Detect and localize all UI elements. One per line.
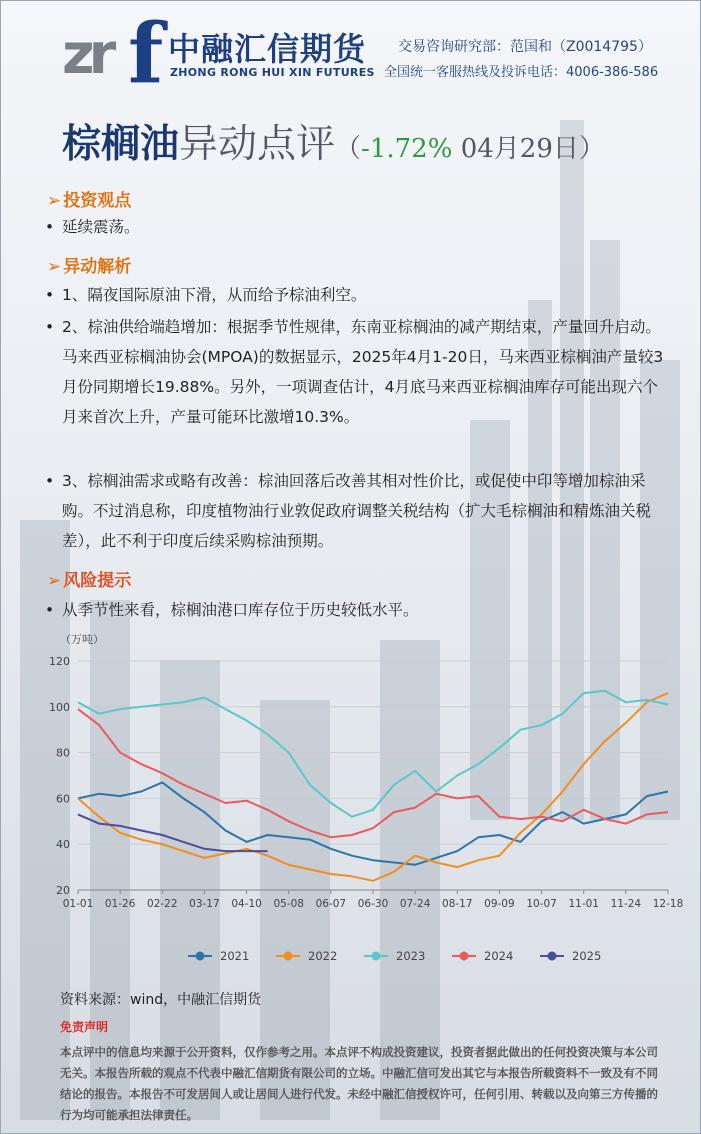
x-tick-label: 08-17 [442,898,473,910]
company-name-cn: 中融汇信期货 [168,30,367,68]
section-heading-analysis [47,252,131,277]
legend-label-2021: 2021 [220,949,250,963]
analysis-item-1 [45,280,665,310]
analysis-2-text: 2、棕油供给端趋增加：根据季节性规律，东南亚棕榈油的减产期结束，产量回升启动。马来西亚棕榈油协会(MPOA)的数据显示，2025年4月1-20日，马来西亚棕榈油产量较3月份同期增长19.88%。另外，一项调查估计，4月底马来西亚棕榈油库存可能出现六个月来首次上升，产量可能环比激增10.3%。 [62,318,664,426]
x-tick-label: 09-09 [484,898,515,910]
report-header [0,0,701,105]
company-logo-f: f [128,6,164,102]
title-date-text: 04月29日 [460,134,579,164]
y-tick-label: 80 [56,746,70,760]
inventory-line-chart [38,628,684,978]
arrow-icon: ➢ [47,257,62,277]
bullet-icon: • [45,218,55,236]
y-tick-label: 60 [56,792,70,806]
bullet-icon: • [45,286,55,304]
y-tick-label: 20 [56,884,70,897]
view-paragraph [45,212,665,242]
company-name-en: ZHONG RONG HUI XIN FUTURES [170,66,375,79]
x-tick-label: 11-01 [568,898,599,910]
y-axis-unit: （万吨） [60,633,104,646]
series-line-2022 [78,693,668,881]
data-source: 资料来源：wind，中融汇信期货 [60,992,262,1008]
x-tick-label: 07-24 [399,898,431,910]
view-text: 延续震荡。 [62,218,140,236]
series-line-2023 [78,691,668,817]
x-tick-label: 10-07 [526,898,557,910]
title-open-paren: （ [335,134,362,164]
x-tick-label: 11-24 [610,898,642,910]
x-tick-label: 06-07 [315,898,347,910]
legend-marker-2023 [372,952,381,961]
bullet-icon: • [45,318,55,336]
title-kind: 异动点评 [179,122,336,167]
disclaimer-title: 免责声明 [60,1020,109,1034]
legend-marker-2025 [548,952,557,961]
analysis-item-2 [45,312,665,432]
arrow-icon: ➢ [47,191,62,211]
x-tick-label: 05-08 [273,898,304,910]
analysis-1-text: 1、隔夜国际原油下滑，从而给予棕油利空。 [62,286,367,304]
analysis-item-3 [45,466,665,556]
x-tick-label: 02-22 [147,898,178,910]
company-logo: zr [62,22,111,87]
section-heading-view [47,186,131,211]
x-tick-label: 03-17 [189,898,220,910]
y-tick-label: 40 [56,838,70,852]
series-line-2021 [78,782,668,864]
risk-text: 从季节性来看，棕榈油港口库存位于历史较低水平。 [62,601,419,619]
analysis-3-text: 3、棕榈油需求或略有改善：棕油回落后改善其相对性价比，或促使中印等增加棕油采购。不过消息称，印度植物油行业敦促政府调整关税结构（扩大毛棕榈油和精炼油关税差），此不利于印度后续采购棕油预期。 [62,472,652,550]
risk-paragraph [45,595,665,625]
x-tick-label: 06-30 [357,898,389,910]
legend-label-2023: 2023 [396,949,426,963]
heading-text: 异动解析 [63,257,132,277]
research-contact: 交易咨询研究部：范国和（Z0014795） [398,39,652,55]
legend-label-2024: 2024 [484,949,514,963]
bullet-icon: • [45,472,55,490]
title-close-paren: ） [578,134,605,164]
series-line-2025 [78,814,268,851]
title-change: -1.72% [361,134,453,164]
arrow-icon: ➢ [47,571,62,591]
y-tick-label: 100 [49,700,70,714]
x-tick-label: 01-26 [104,898,136,910]
heading-text: 投资观点 [63,191,132,211]
title-product: 棕榈油 [62,121,180,167]
legend-label-2022: 2022 [308,949,338,963]
bullet-icon: • [45,601,55,619]
legend-marker-2024 [460,952,469,961]
y-tick-label: 120 [49,655,70,668]
x-tick-label: 01-01 [62,898,94,910]
section-heading-risk [47,566,131,591]
x-tick-label: 12-18 [652,898,684,910]
hotline-contact: 全国统一客服热线及投诉电话：4006-386-586 [384,65,659,80]
series-line-2024 [78,709,668,837]
heading-text: 风险提示 [63,571,132,591]
legend-marker-2022 [284,952,293,961]
legend-marker-2021 [196,952,205,961]
page-title [62,113,605,169]
disclaimer-text: 本点评中的信息均来源于公开资料，仅作参考之用。本点评不构成投资建议，投资者据此做出的任何投资决策与本公司无关。本报告所载的观点不代表中融汇信期货有限公司的立场。中融汇信可发出其它与本报告所载资料不一致及有不同结论的报告。本报告不可发居间人或让居间人进行代发。未经中融汇信授权许可，任何引用、转载以及向第三方传播的行为均可能承担法律责任。 [60,1045,658,1122]
legend-label-2025: 2025 [572,949,602,963]
x-tick-label: 04-10 [231,898,262,910]
title-date [452,134,578,164]
